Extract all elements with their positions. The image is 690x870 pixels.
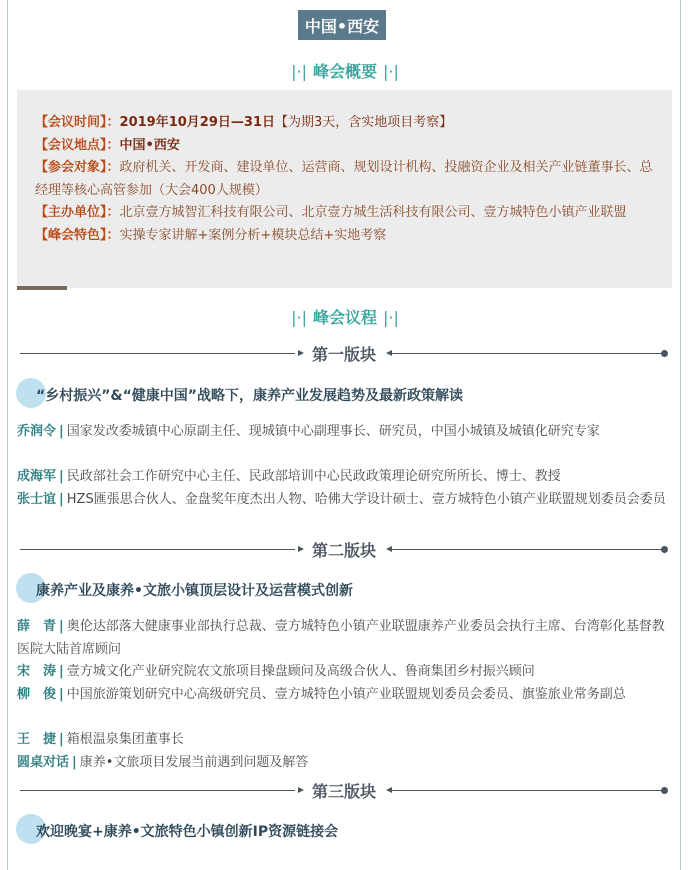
block-label: 第二版块 xyxy=(311,541,376,560)
speaker-separator: | xyxy=(59,664,64,679)
overview-value: 政府机关、开发商、建设单位、运营商、规划设计机构、投融资企业及相关产业链董事长、总经理等核心高管参加（大会400人规模） xyxy=(35,160,653,198)
speaker-separator: | xyxy=(59,687,64,702)
overview-colon: ： xyxy=(106,205,120,220)
speaker-row xyxy=(17,421,667,444)
divider-arrow-left xyxy=(298,546,304,552)
overview-value: 中国•西安 xyxy=(119,137,180,153)
speaker-name: 乔润令 xyxy=(17,424,57,439)
block-header-3 xyxy=(20,778,668,802)
divider-end-dot xyxy=(661,546,668,553)
block-topic-3 xyxy=(20,815,670,845)
overview-row-organizers xyxy=(35,202,656,225)
overview-value: 北京壹方城智汇科技有限公司、北京壹方城生活科技有限公司、壹方城特色小镇产业联盟 xyxy=(119,205,627,220)
speaker-row xyxy=(17,661,667,684)
overview-key: 【峰会特色】 xyxy=(35,227,107,243)
title-bar-right: |·| xyxy=(383,62,399,81)
speaker-name: 柳 俊 xyxy=(17,687,57,702)
speaker-name: 薛 青 xyxy=(17,619,57,634)
speaker-desc: 中国旅游策划研究中心高级研究员、壹方城特色小镇产业联盟规划委员会委员、旗鉴旅业常务副总 xyxy=(66,687,626,702)
overview-colon: ： xyxy=(106,227,120,243)
speaker-desc: 康养•文旅项目发展当前遇到问题及解答 xyxy=(79,755,309,770)
overview-section-title xyxy=(0,59,690,82)
agenda-title-text: 峰会议程 xyxy=(312,308,377,327)
overview-value: 实操专家讲解+案例分析+模块总结+实地考察 xyxy=(119,227,387,243)
overview-accent-bar xyxy=(17,286,67,290)
speaker-name: 宋 涛 xyxy=(17,664,57,679)
overview-colon: ： xyxy=(106,137,120,153)
divider-arrow-left xyxy=(298,787,304,793)
overview-key: 【会议地点】 xyxy=(35,137,107,153)
speaker-row xyxy=(17,466,667,489)
speaker-desc: 壹方城文化产业研究院农文旅项目操盘顾问及高级合伙人、鲁商集团乡村振兴顾问 xyxy=(66,664,535,679)
speaker-separator: | xyxy=(59,469,64,484)
divider-line-right xyxy=(392,549,664,550)
speaker-row xyxy=(17,489,667,512)
speaker-desc: 国家发改委城镇中心原副主任、现城镇中心副理事长、研究员，中国小城镇及城镇化研究专家 xyxy=(66,424,600,439)
divider-line-right xyxy=(392,353,664,354)
block-header-1 xyxy=(20,341,668,365)
block-label: 第一版块 xyxy=(311,345,376,364)
overview-key: 【会议时间】 xyxy=(35,115,107,130)
topic-text: 康养产业及康养•文旅小镇顶层设计及运营模式创新 xyxy=(36,583,353,599)
divider-line-right xyxy=(392,790,664,791)
divider-line-left xyxy=(20,790,295,791)
overview-title-text: 峰会概要 xyxy=(312,62,377,81)
block-topic-1 xyxy=(20,379,670,409)
speaker-name: 圆桌对话 xyxy=(17,755,70,770)
speaker-row xyxy=(17,729,667,752)
overview-colon: ： xyxy=(106,115,120,130)
overview-row-attendees xyxy=(35,157,656,202)
speaker-separator: | xyxy=(72,755,77,770)
overview-key: 【参会对象】 xyxy=(35,160,107,175)
divider-end-dot xyxy=(661,350,668,357)
speaker-name: 张士谊 xyxy=(17,492,57,507)
divider-line-left xyxy=(20,353,295,354)
speaker-row xyxy=(17,684,667,707)
speaker-desc: 奥伦达部落大健康事业部执行总裁、壹方城特色小镇产业联盟康养产业委员会执行主席、台湾彰化基督教医院大陆首席顾问 xyxy=(17,619,665,657)
topic-text: 欢迎晚宴+康养•文旅特色小镇创新IP资源链接会 xyxy=(36,824,339,840)
overview-value: 2019年10月29日—31日 xyxy=(119,115,275,130)
overview-colon: ： xyxy=(106,160,120,175)
divider-end-dot xyxy=(661,787,668,794)
speaker-name: 成海军 xyxy=(17,469,57,484)
speaker-name: 王 捷 xyxy=(17,732,57,747)
speaker-row xyxy=(17,616,667,661)
divider-line-left xyxy=(20,549,295,550)
block-label: 第三版块 xyxy=(311,782,376,801)
title-bar-left: |·| xyxy=(291,62,307,81)
speaker-separator: | xyxy=(59,492,64,507)
location-badge: 中国•西安 xyxy=(298,10,386,40)
overview-row-time xyxy=(35,112,656,135)
overview-row-features xyxy=(35,225,656,248)
speaker-separator: | xyxy=(59,424,64,439)
speaker-separator: | xyxy=(59,732,64,747)
divider-arrow-left xyxy=(298,350,304,356)
block-topic-2 xyxy=(20,574,670,604)
speaker-row xyxy=(17,752,667,775)
block-header-2 xyxy=(20,537,668,561)
overview-panel xyxy=(17,90,672,288)
speaker-desc: 箱根温泉集团董事长 xyxy=(66,732,184,747)
agenda-section-title xyxy=(0,305,690,328)
title-bar-right: |·| xyxy=(383,308,399,327)
speaker-separator: | xyxy=(59,619,64,634)
overview-row-location xyxy=(35,135,656,158)
speaker-desc: HZS匯張思合伙人、金盘奖年度杰出人物、哈佛大学设计硕士、壹方城特色小镇产业联盟规划委员会委员 xyxy=(66,492,666,507)
topic-text: “乡村振兴”&“健康中国”战略下，康养产业发展趋势及最新政策解读 xyxy=(36,388,464,404)
overview-note: 【为期3天，含实地项目考察】 xyxy=(275,115,453,130)
title-bar-left: |·| xyxy=(291,308,307,327)
speaker-desc: 民政部社会工作研究中心主任、民政部培训中心民政政策理论研究所所长、博士、教授 xyxy=(66,469,561,484)
overview-key: 【主办单位】 xyxy=(35,205,107,220)
